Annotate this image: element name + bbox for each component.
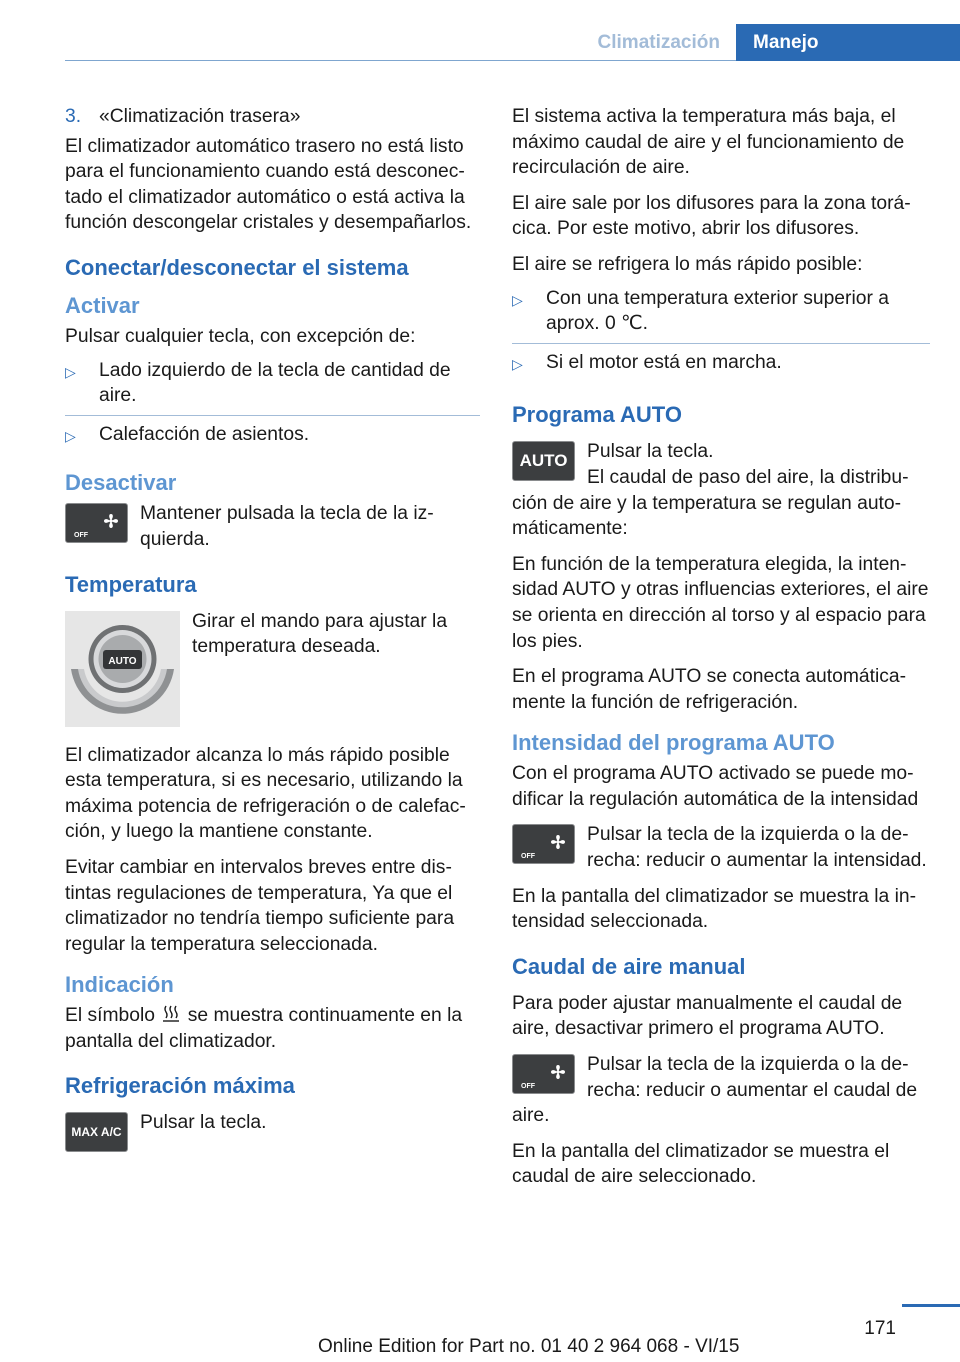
intensidad-paragraph2: En la pantalla del climatizador se muestra la intensidad seleccionada. [512, 885, 917, 933]
auto-block [512, 439, 930, 551]
fan-icon [550, 834, 566, 850]
off-label: OFF [521, 1083, 535, 1091]
fan-icon [550, 1064, 566, 1080]
intensidad-paragraph: Con el programa AUTO activado se puede modificar la regulación automática de la intensidad [512, 763, 919, 810]
temperatura-block [65, 609, 480, 733]
item-number: 3. [65, 106, 82, 127]
heading-activar: Activar [65, 292, 140, 318]
header-chapter[interactable]: Climatización [597, 32, 720, 53]
auto-line1: Pulsar la tecla. [587, 441, 714, 463]
caudal-button-text: Pulsar la tecla de la izquierda o la derecha: reducir o aumentar el caudal de aire. [512, 1054, 918, 1127]
off-label: OFF [74, 532, 88, 540]
activar-list [65, 355, 480, 456]
heading-connect: Conectar/desconectar el sistema [65, 254, 409, 280]
heading-indicacion: Indicación [65, 972, 174, 998]
max-ac-button-image [65, 1112, 128, 1152]
temperature-knob-image [65, 611, 180, 727]
auto-paragraph: En función de la temperatura elegida, la intensidad AUTO y otras influencias exteriores, el aire se orienta en dirección al torso y al espacio para los pies. [512, 553, 929, 652]
triangle-right-icon: ▷ [512, 291, 523, 308]
list-item: ▷ Con una temperatura exterior superior a aprox. 0 ℃. [512, 283, 930, 344]
heading-temperatura: Temperatura [65, 571, 197, 597]
fan-button-image [512, 824, 575, 864]
caudal-block [512, 1052, 930, 1129]
item-label: «Climatización trasera» [99, 106, 301, 127]
fan-button-image [65, 503, 128, 543]
auto-line2: El caudal de paso del aire, la distribución de aire y la temperatura se regulan automáticamente: [512, 466, 909, 540]
auto-button-image [512, 441, 575, 481]
numbered-item-3 [65, 104, 480, 130]
header-section-tab[interactable]: Manejo [736, 24, 960, 61]
footer-edition: Online Edition for Part no. 01 40 2 964 068 - VI/15 [318, 1336, 740, 1357]
refrigeracion-block [65, 1110, 480, 1156]
list-item: ▷ Lado izquierdo de la tecla de cantidad de aire. [65, 355, 480, 416]
heading-desactivar: Desactivar [65, 470, 177, 496]
right-column [512, 104, 930, 1200]
intensidad-button-text: Pulsar la tecla de la izquierda o la derecha: reducir o aumentar la intensidad. [587, 824, 927, 872]
desactivar-block [65, 501, 480, 552]
right-p3: El aire se refrigera lo más rápido posible: [512, 253, 863, 275]
right-p1: El sistema activa la temperatura más baja, el máximo caudal de aire y el funcionamiento de recirculación de aire. [512, 106, 905, 179]
heading-auto: Programa AUTO [512, 402, 682, 428]
footer-rule [902, 1304, 960, 1307]
item3-description: El climatizador automático trasero no está listo para el funcionamiento cuando está desconectado el climatizador automático o está activa la función descongelar cristales y desempañarlos. [65, 135, 472, 234]
triangle-right-icon: ▷ [512, 355, 523, 372]
activar-intro: Pulsar cualquier tecla, con excepción de: [65, 325, 416, 347]
right-p2: El aire sale por los difusores para la zona torácica. Por este motivo, abrir los difusores. [512, 192, 911, 240]
auto-paragraph2: En el programa AUTO se conecta automáticamente la función de refrigeración. [512, 666, 907, 713]
fan-button-image [512, 1054, 575, 1094]
list-item: ▷ Si el motor está en marcha. [512, 347, 930, 384]
caudal-paragraph2: En la pantalla del climatizador se muestra el caudal de aire seleccionado. [512, 1140, 890, 1188]
refrigeracion-text: Pulsar la tecla. [140, 1112, 267, 1134]
triangle-right-icon: ▷ [65, 363, 76, 380]
left-column [65, 104, 480, 1166]
desactivar-text: Mantener pulsada la tecla de la izquierda. [140, 503, 434, 550]
knob-auto-label: AUTO [108, 655, 137, 667]
conditions-list [512, 283, 930, 384]
fan-icon [103, 513, 119, 529]
triangle-right-icon: ▷ [65, 427, 76, 444]
temperatura-text: Girar el mando para ajustar la temperatura deseada. [192, 610, 448, 658]
heading-refrigeracion: Refrigeración máxima [65, 1073, 295, 1099]
indicacion-text: El símbolo se muestra continuamente en la pantalla del climatizador. [65, 1005, 463, 1052]
temperatura-p2: Evitar cambiar en intervalos breves entre distintas regulaciones de temperatura, Ya que el climatizador no tendría tiempo suficiente para regular la temperatura seleccionada. [65, 856, 455, 955]
heading-intensidad: Intensidad del programa AUTO [512, 730, 835, 756]
auto-label: AUTO [519, 451, 568, 471]
rear-defrost-icon [160, 1003, 182, 1025]
off-label: OFF [521, 853, 535, 861]
page-number: 171 [864, 1318, 896, 1339]
max-ac-label: MAX A/C [71, 1125, 122, 1140]
list-item: ▷ Calefacción de asientos. [65, 419, 480, 456]
caudal-paragraph: Para poder ajustar manualmente el caudal de aire, desactivar primero el programa AUTO. [512, 992, 903, 1040]
intensidad-block [512, 822, 930, 873]
temperatura-p1: El climatizador alcanza lo más rápido posible esta temperatura, si es necesario, utilizando la máxima potencia de refrigeración o de calefacción, y luego la mantiene constante. [65, 744, 466, 843]
heading-caudal: Caudal de aire manual [512, 953, 746, 979]
